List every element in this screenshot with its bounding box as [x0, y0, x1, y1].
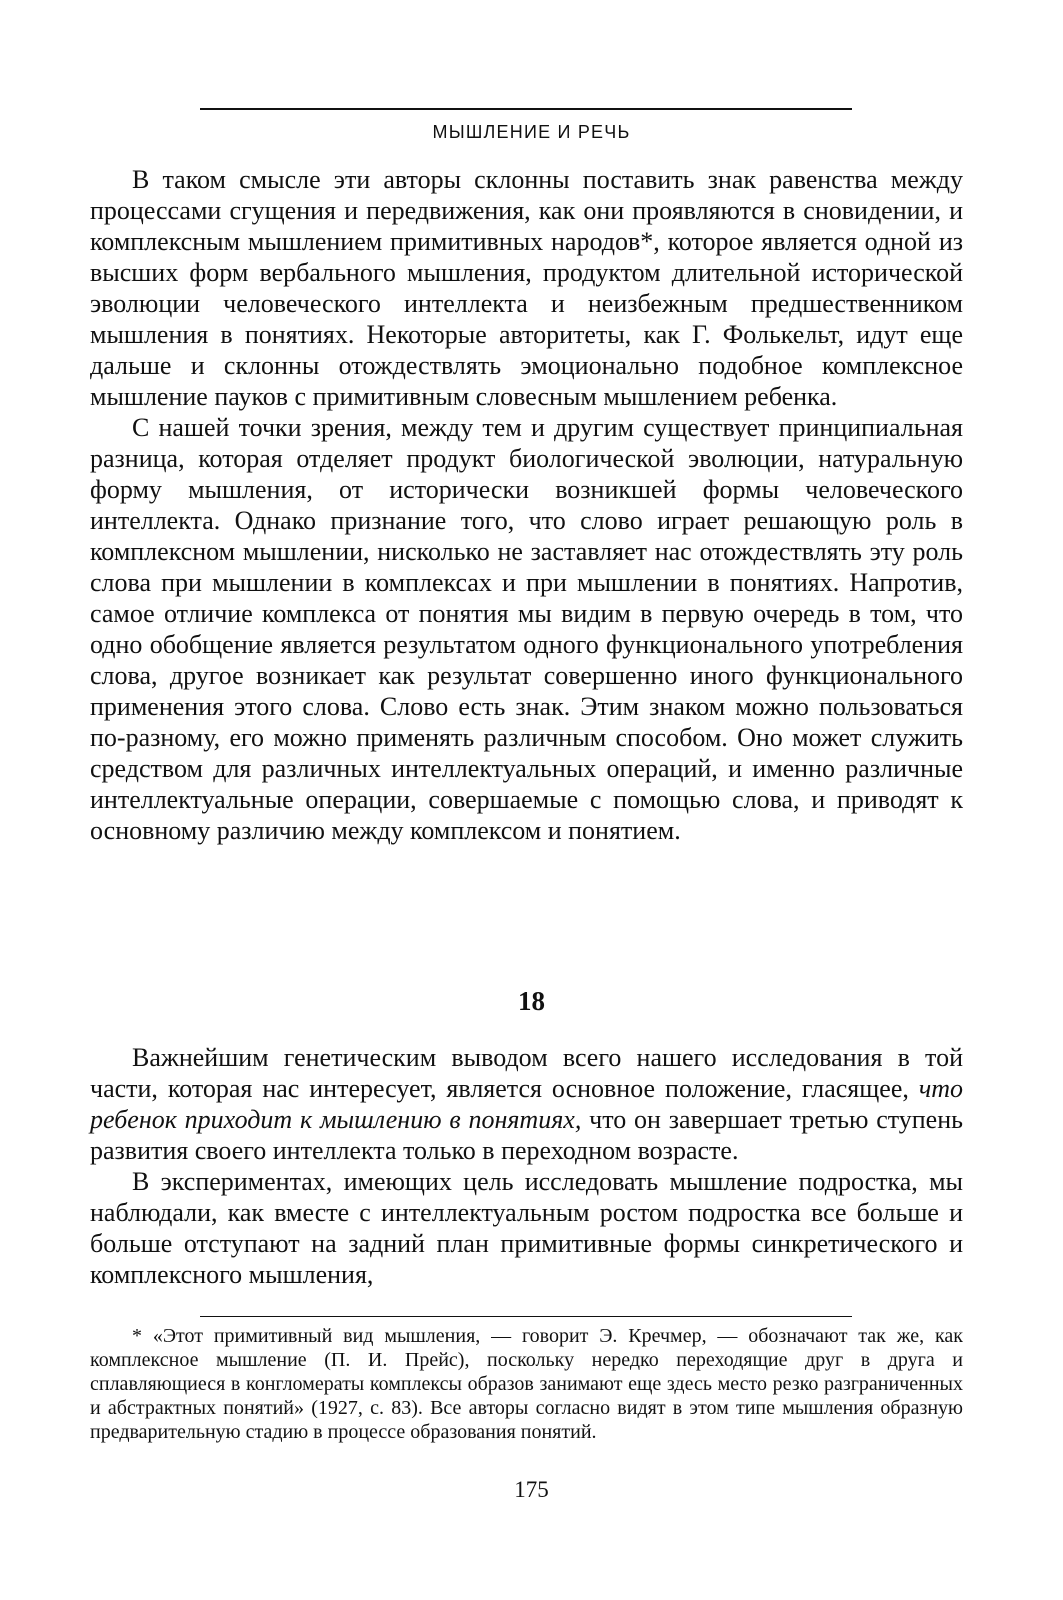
page-number: 175: [514, 1477, 549, 1502]
footnote-rule: [200, 1316, 852, 1317]
footnote: [90, 1324, 963, 1444]
footnote-text: * «Этот примитивный вид мышления, — говорит Э. Кречмер, — обозначают так же, как комплексное мышление (П. И. Прейс), поскольку нередко переходящие друг в друга и сплавляющиеся в конгломераты комплексы образов занимают еще здесь место резко разграниченных и абстрактных понятий» (1927, с. 83). Все авторы согласно видят в этом типе мышления образную предварительную стадию в процессе образования понятий.: [90, 1325, 963, 1443]
paragraph: В таком смысле эти авторы склонны поставить знак равенства между процессами сгущения и передвижения, как они проявляются в сновидении, и комплексным мышлением примитивных народов*, которое является одной из высших форм вербального мышления, продуктом длительной исторической эволюции человеческого интеллекта и неизбежным предшественником мышления в понятиях. Некоторые авторитеты, как Г. Фолькельт, идут еще дальше и склонны отождествлять эмоционально подобное комплексное мышление пауков с примитивным словесным мышлением ребенка.: [90, 165, 963, 411]
emphasized-text: что ребенок приходит к мышлению в понятиях,: [90, 1074, 963, 1134]
section-number: 18: [518, 986, 545, 1016]
body-text-section: [90, 1042, 963, 1290]
body-text-top: [90, 164, 963, 846]
header-rule: [200, 108, 852, 110]
paragraph-text: что он завершает третью ступень развития своего интеллекта только в переходном возрасте.: [90, 1105, 963, 1165]
paragraph-text: Важнейшим генетическим выводом всего нашего исследования в той части, которая нас интересует, является основное положение, гласящее,: [90, 1043, 963, 1103]
running-head: МЫШЛЕНИЕ И РЕЧЬ: [432, 122, 631, 142]
paragraph: В экспериментах, имеющих цель исследовать мышление подростка, мы наблюдали, как вместе с интеллектуальным ростом подростка все больше и больше отступают на задний план примитивные формы синкретического и комплексного мышления,: [90, 1167, 963, 1289]
paragraph: [90, 1042, 963, 1166]
paragraph: С нашей точки зрения, между тем и другим существует принципиальная разница, которая отделяет продукт биологической эволюции, натуральную форму мышления, от исторически возникшей формы человеческого интеллекта. Однако признание того, что слово играет решающую роль в комплексном мышлении, нисколько не заставляет нас отождествлять эту роль слова при мышлении в комплексах и при мышлении в понятиях. Напротив, самое отличие комплекса от понятия мы видим в первую очередь в том, что одно обобщение является результатом одного функционального употребления слова, другое возникает как результат совершенно иного функционального применения этого слова. Слово есть знак. Этим знаком можно пользоваться по-разному, его можно применять различным способом. Оно может служить средством для различных интеллектуальных операций, и именно различные интеллектуальные операции, совершаемые с помощью слова, и приводят к основному различию между комплексом и понятием.: [90, 413, 963, 845]
